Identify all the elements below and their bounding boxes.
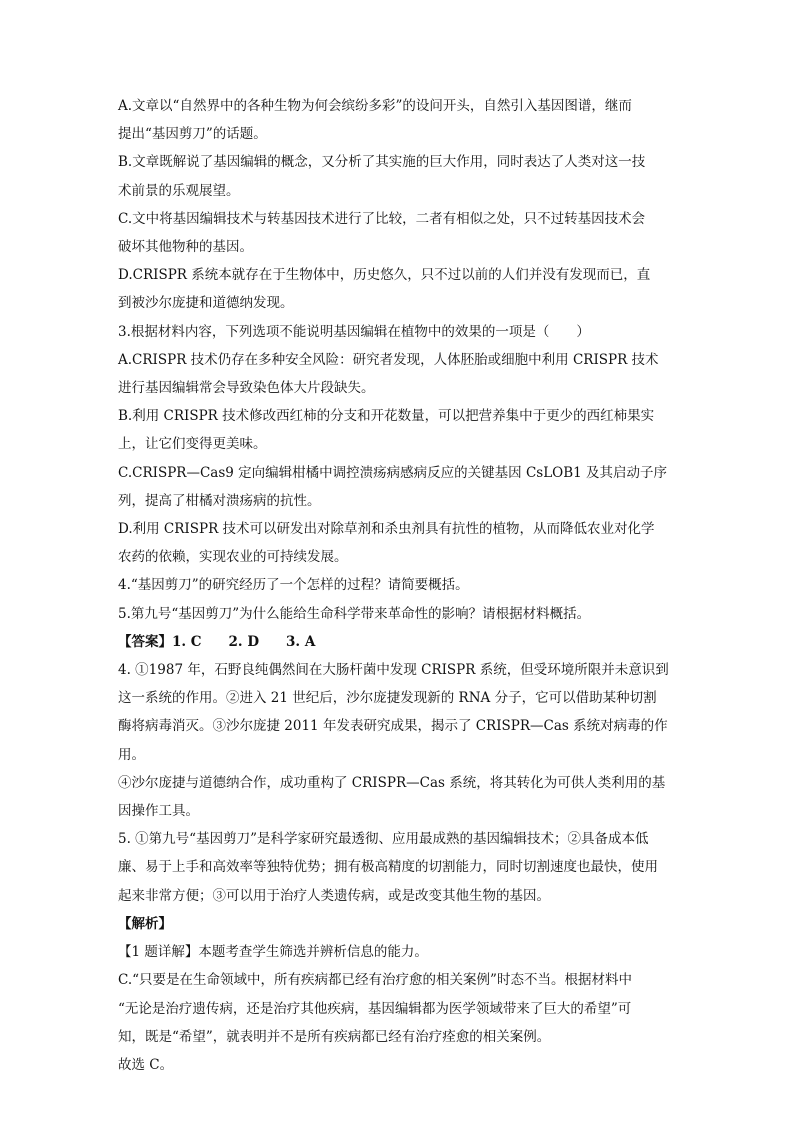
text-line: 酶将病毒消灭。③沙尔庞捷 2011 年发表研究成果，揭示了 CRISPR—Cas 系统对病毒的作用。 bbox=[118, 718, 668, 763]
analysis-heading: 【解析】 bbox=[118, 915, 172, 932]
text-line: 上，让它们变得更美味。 bbox=[118, 436, 267, 453]
text-line: C.CRISPR—Cas9 定向编辑柑橘中调控溃疡病感病反应的关键基因 CsLOB1 及其启动子序 bbox=[118, 464, 668, 481]
text-line: 破坏其他物种的基因。 bbox=[118, 239, 253, 256]
text-line: 知，既是“希望”，就表明并不是所有疾病都已经有治疗痊愈的相关案例。 bbox=[118, 1028, 551, 1045]
text-line: 因操作工具。 bbox=[118, 803, 199, 820]
text-line: 4. ①1987 年，石野良纯偶然间在大肠杆菌中发现 CRISPR 系统，但受环境所限并未意识到 bbox=[118, 662, 669, 679]
text-line: 列，提高了柑橘对溃疡病的抗性。 bbox=[118, 492, 321, 509]
answer-heading: 【答案】1. C 2. D 3. A bbox=[118, 633, 316, 650]
text-line: C.“只要是在生命领域中，所有疾病都已经有治疗愈的相关案例”时态不当。根据材料中 bbox=[118, 972, 632, 989]
text-line: B.文章既解说了基因编辑的概念，又分析了其实施的巨大作用，同时表达了人类对这一技 bbox=[118, 154, 646, 171]
question-5: 5.第九号“基因剪刀”为什么能给生命科学带来革命性的影响？请根据材料概括。 bbox=[118, 605, 591, 622]
text-line: 起来非常方便；③可以用于治疗人类遗传病，或是改变其他生物的基因。 bbox=[118, 887, 550, 904]
text-line: ④沙尔庞捷与道德纳合作，成功重构了 CRISPR—Cas 系统，将其转化为可供人类利用的基 bbox=[118, 774, 666, 791]
text-line: 到被沙尔庞捷和道德纳发现。 bbox=[118, 295, 294, 312]
text-line: 5. ①第九号“基因剪刀”是科学家研究最透彻、应用最成熟的基因编辑技术；②具备成本低 bbox=[118, 831, 649, 848]
text-line: 廉、易于上手和高效率等独特优势；拥有极高精度的切割能力，同时切割速度也最快，使用 bbox=[118, 859, 658, 876]
text-line: 术前景的乐观展望。 bbox=[118, 182, 240, 199]
text-line: A.文章以“自然界中的各种生物为何会缤纷多彩”的设问开头，自然引入基因图谱，继而 bbox=[118, 98, 632, 114]
text-line: 农药的依赖，实现农业的可持续发展。 bbox=[118, 549, 348, 566]
question-3: 3.根据材料内容，下列选项不能说明基因编辑在植物中的效果的一项是（ ） bbox=[118, 323, 590, 340]
document-body bbox=[118, 92, 678, 1079]
detail-heading: 【1 题详解】本题考查学生筛选并辨析信息的能力。 bbox=[118, 944, 428, 961]
text-line: B.利用 CRISPR 技术修改西红柿的分支和开花数量，可以把营养集中于更少的西红柿果实 bbox=[118, 408, 655, 425]
text-line: 这一系统的作用。②进入 21 世纪后，沙尔庞捷发现新的 RNA 分子，它可以借助某种切割 bbox=[118, 690, 657, 707]
text-line: A.CRISPR 技术仍存在多种安全风险：研究者发现，人体胚胎或细胞中利用 CRISPR 技术 bbox=[118, 351, 659, 368]
text-line: D.利用 CRISPR 技术可以研发出对除草剂和杀虫剂具有抗性的植物，从而降低农业对化学 bbox=[118, 521, 655, 538]
text-line: C.文中将基因编辑技术与转基因技术进行了比较，二者有相似之处，只不过转基因技术会 bbox=[118, 210, 646, 227]
question-4: 4.“基因剪刀”的研究经历了一个怎样的过程？请简要概括。 bbox=[118, 577, 469, 594]
text-line: 故选 C。 bbox=[118, 1056, 174, 1073]
text-line: “无论是治疗遗传病，还是治疗其他疾病，基因编辑都为医学领域带来了巨大的希望”可 bbox=[118, 1000, 632, 1017]
text-line: 提出“基因剪刀”的话题。 bbox=[118, 126, 267, 143]
text-line: 进行基因编辑常会导致染色体大片段缺失。 bbox=[118, 380, 375, 397]
text-line: D.CRISPR 系统本就存在于生物体中，历史悠久，只不过以前的人们并没有发现而已，直 bbox=[118, 267, 651, 284]
